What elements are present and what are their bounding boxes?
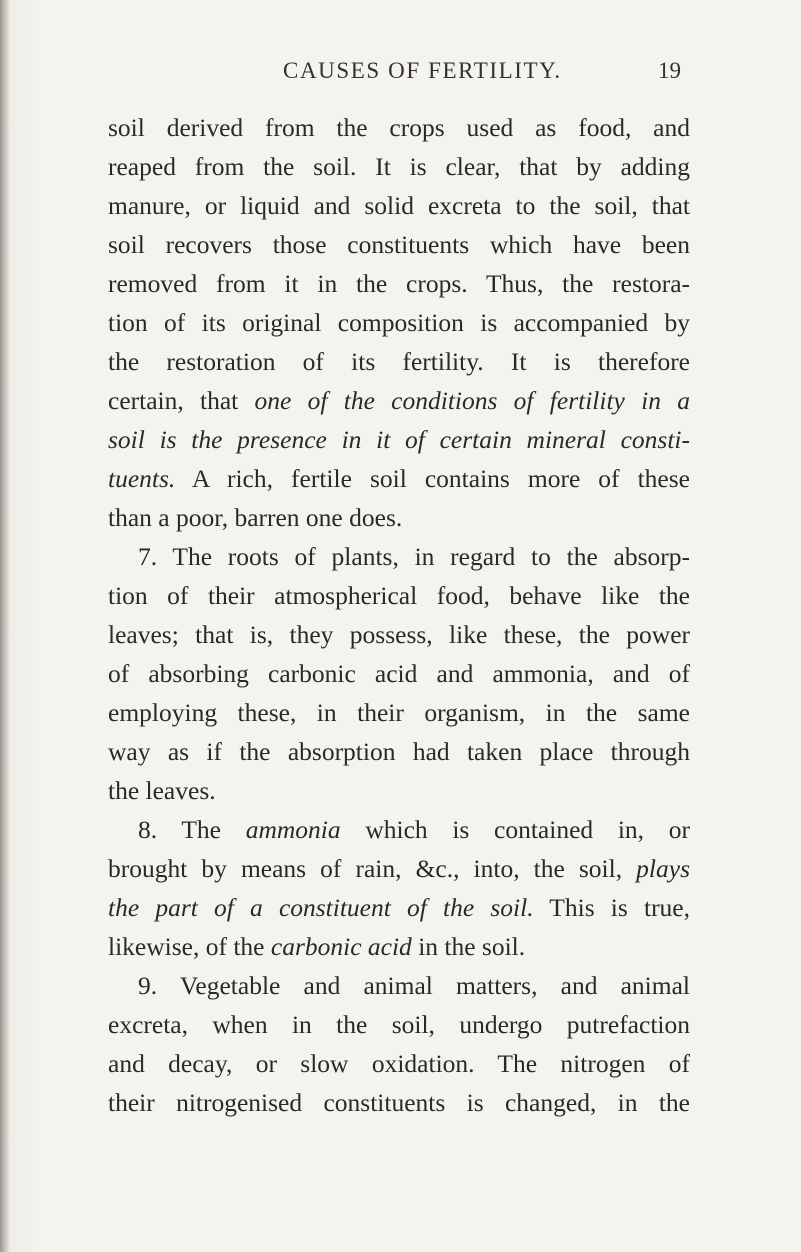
text-line xyxy=(108,1044,690,1083)
text-run: and decay, or slow oxidation. The nitrogen of xyxy=(108,1049,690,1078)
page-number: 19 xyxy=(658,58,681,83)
text-line xyxy=(108,888,690,927)
page-header xyxy=(0,58,801,92)
text-line xyxy=(108,420,690,459)
text-run: of absorbing carbonic acid and ammonia, and of xyxy=(108,659,690,688)
text-line xyxy=(108,303,690,342)
text-run: soil derived from the crops used as food, and xyxy=(108,113,690,142)
text-run: tion of their atmospherical food, behave like the xyxy=(108,581,690,610)
italic-text: ammonia xyxy=(245,815,341,844)
italic-text: soil is the presence in it of certain mineral consti- xyxy=(108,425,690,454)
text-run: employing these, in their organism, in the same xyxy=(108,698,690,727)
text-run: soil recovers those constituents which have been xyxy=(108,230,690,259)
text-run: reaped from the soil. It is clear, that by adding xyxy=(108,152,690,181)
text-line xyxy=(108,927,690,966)
italic-text: tuents. xyxy=(108,464,176,493)
text-line xyxy=(108,576,690,615)
text-run: tion of its original composition is accompanied by xyxy=(108,308,690,337)
italic-text: the part of a constituent of the soil. xyxy=(108,893,534,922)
running-head: CAUSES OF FERTILITY. xyxy=(283,58,562,83)
text-run: leaves; that is, they possess, like these, the power xyxy=(108,620,690,649)
text-run: This is true, xyxy=(533,893,691,922)
text-line xyxy=(108,1083,690,1122)
text-line xyxy=(108,810,690,849)
text-run: in the soil. xyxy=(411,932,526,961)
italic-text: plays xyxy=(636,854,690,883)
text-run: likewise, of the xyxy=(108,932,271,961)
text-run: brought by means of rain, &c., into, the soil, xyxy=(108,854,637,883)
text-run: the restoration of its fertility. It is therefore xyxy=(108,347,690,376)
text-line xyxy=(108,108,690,147)
text-line xyxy=(108,225,690,264)
text-line xyxy=(108,615,690,654)
text-run: way as if the absorption had taken place through xyxy=(108,737,690,766)
text-line xyxy=(108,186,690,225)
text-line xyxy=(108,537,690,576)
text-run: removed from it in the crops. Thus, the restora- xyxy=(108,269,690,298)
text-run: their nitrogenised constituents is changed, in the xyxy=(108,1088,690,1117)
text-line xyxy=(108,381,690,420)
text-line xyxy=(108,771,690,810)
text-line xyxy=(108,966,690,1005)
text-run: excreta, when in the soil, undergo putrefaction xyxy=(108,1010,690,1039)
text-run: 9. Vegetable and animal matters, and animal xyxy=(138,971,690,1000)
text-line xyxy=(108,693,690,732)
text-line xyxy=(108,732,690,771)
page-binding-edge xyxy=(0,0,9,1252)
text-line xyxy=(108,147,690,186)
text-run: 7. The roots of plants, in regard to the absorp- xyxy=(138,542,690,571)
italic-text: one of the conditions of fertility in a xyxy=(254,386,690,415)
text-line xyxy=(108,1005,690,1044)
text-line xyxy=(108,498,690,537)
text-run: certain, that xyxy=(108,386,255,415)
text-run: than a poor, barren one does. xyxy=(108,503,403,532)
text-line xyxy=(108,849,690,888)
text-run: 8. The xyxy=(138,815,246,844)
text-line xyxy=(108,459,690,498)
text-line xyxy=(108,264,690,303)
text-line xyxy=(108,342,690,381)
text-run: manure, or liquid and solid excreta to the soil, that xyxy=(108,191,690,220)
text-run: which is contained in, or xyxy=(340,815,690,844)
body-text xyxy=(108,108,690,1122)
text-run: the leaves. xyxy=(108,776,216,805)
text-line xyxy=(108,654,690,693)
italic-text: carbonic acid xyxy=(270,932,412,961)
text-run: A rich, fertile soil contains more of these xyxy=(175,464,690,493)
